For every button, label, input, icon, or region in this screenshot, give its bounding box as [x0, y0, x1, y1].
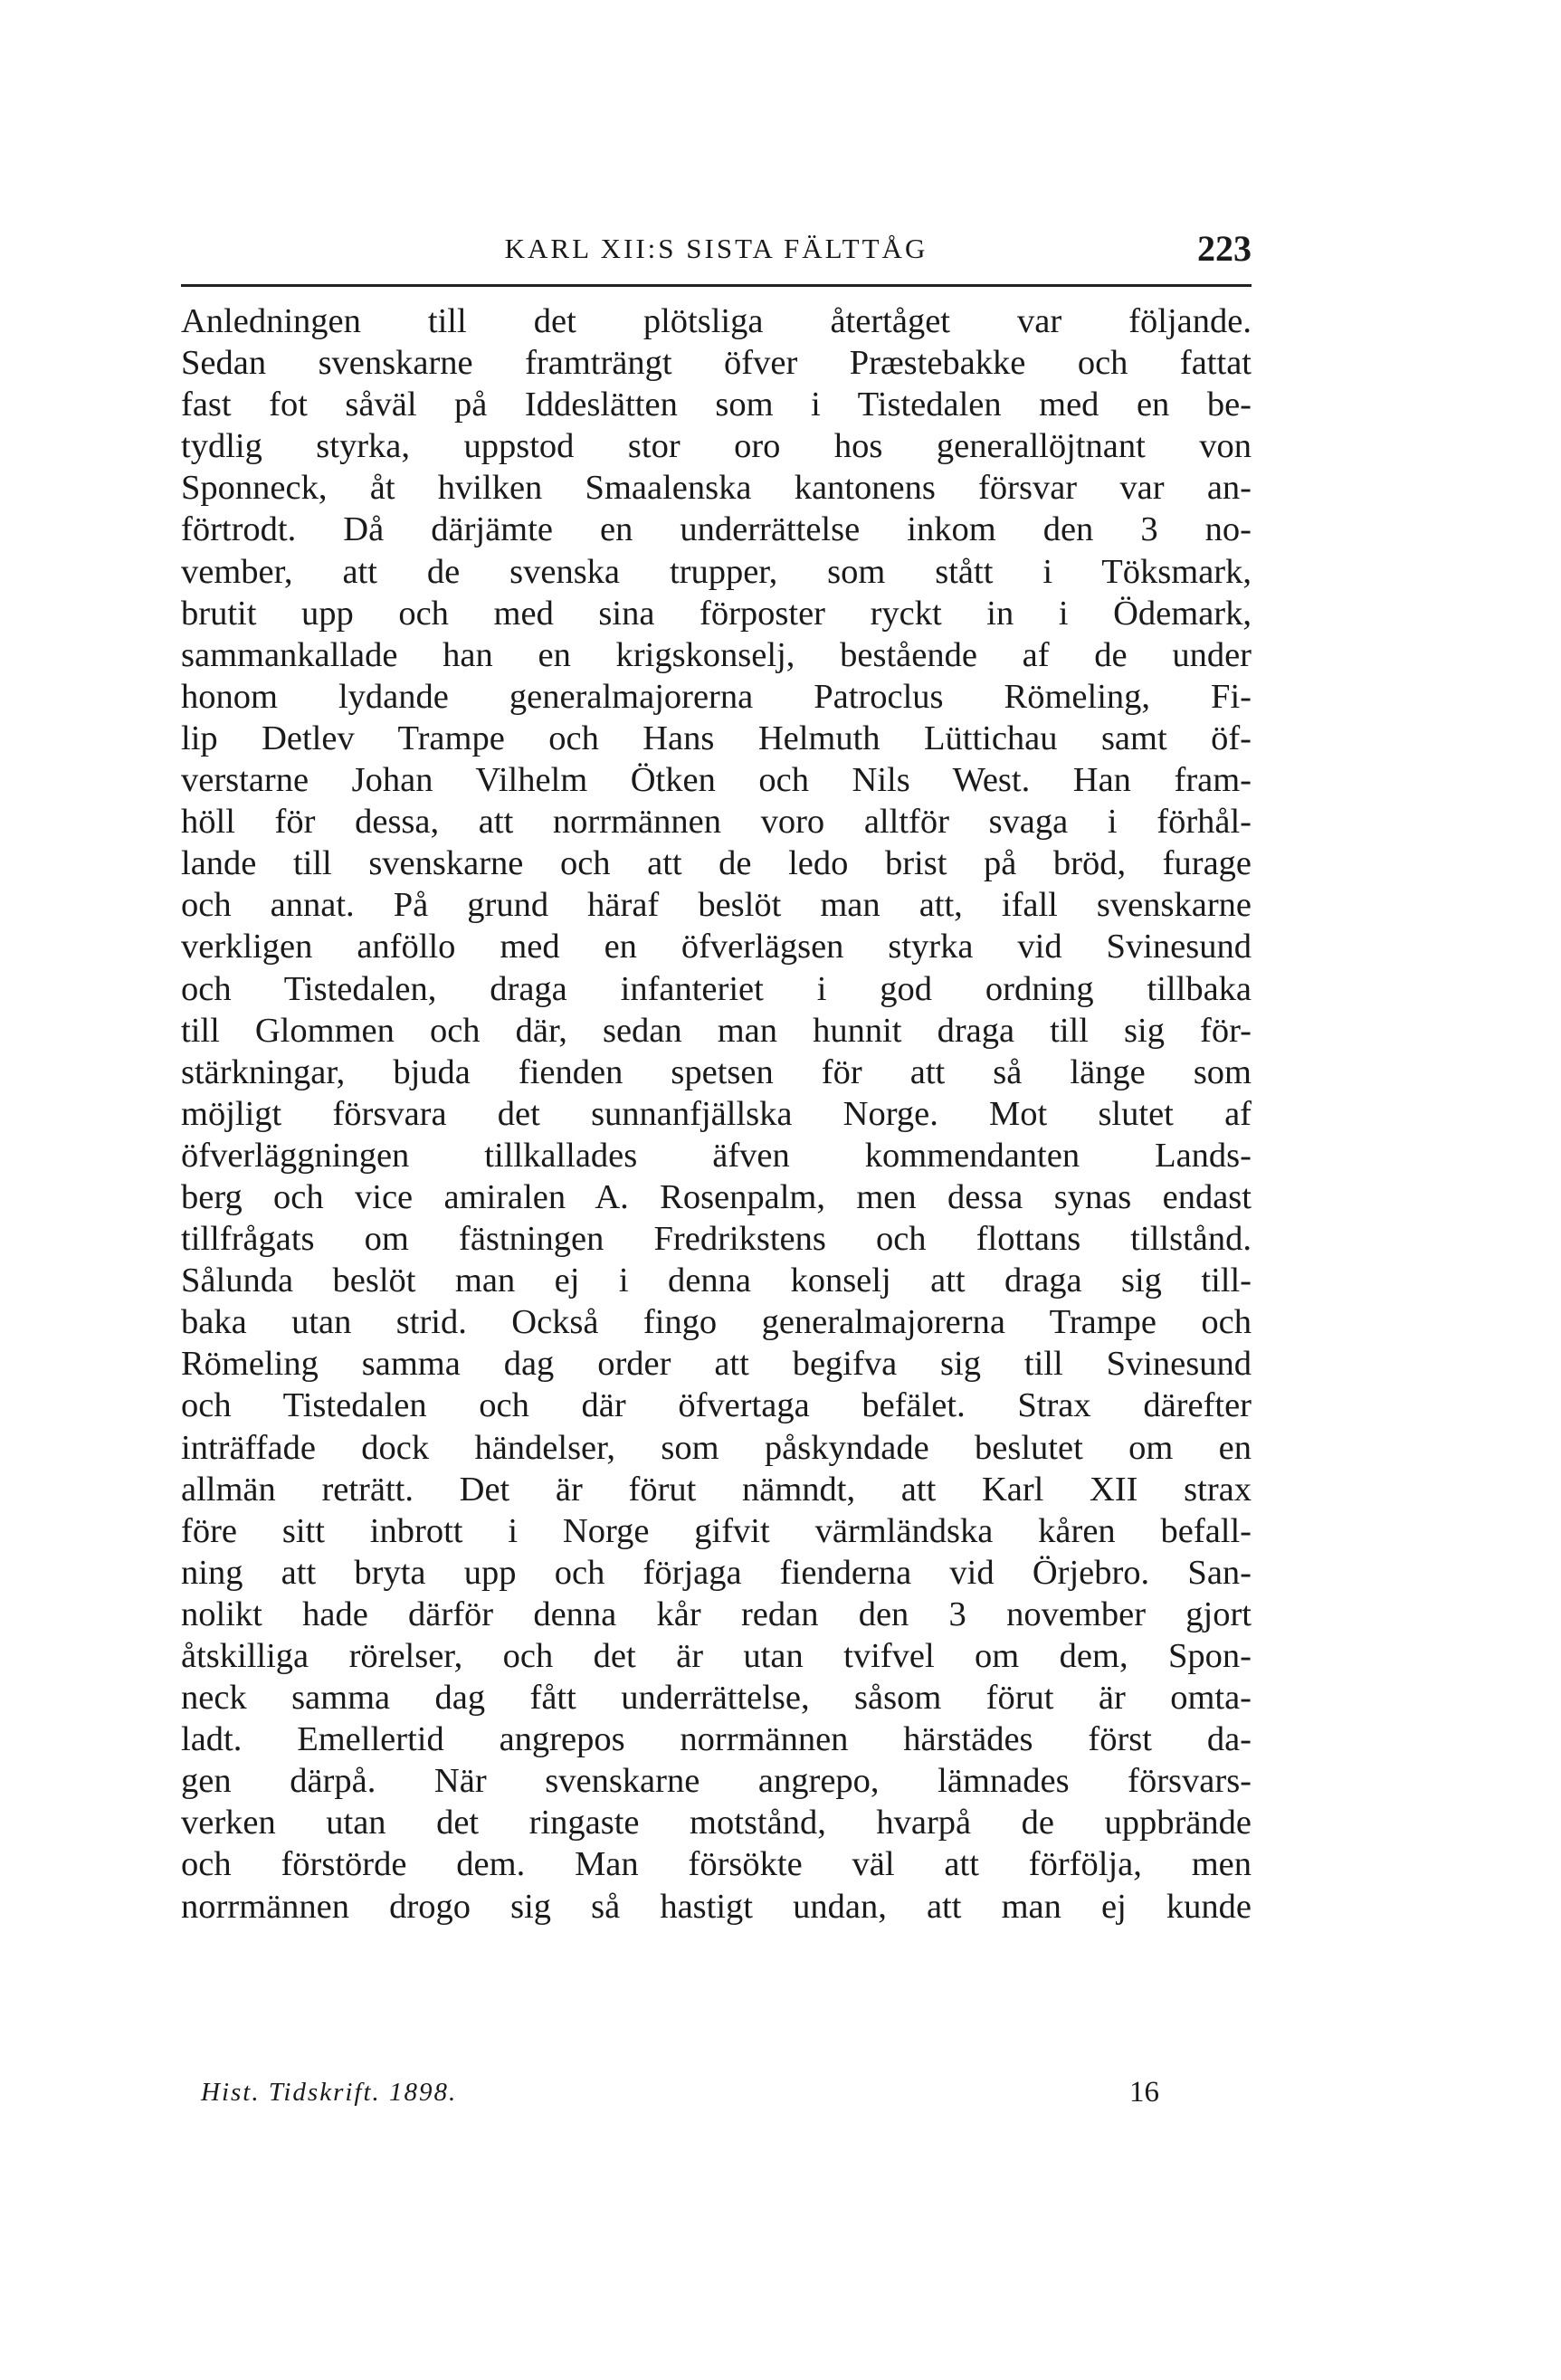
text-line: verstarne Johan Vilhelm Ötken och Nils West. Han fram-	[181, 761, 1252, 800]
text-line: och Tistedalen, draga infanteriet i god ordning tillbaka	[181, 969, 1252, 1008]
text-line: gen därpå. När svenskarne angrepo, lämnades försvars-	[181, 1762, 1252, 1801]
text-line: brutit upp och med sina förposter ryckt in i Ödemark,	[181, 594, 1252, 633]
text-line: nolikt hade därför denna kår redan den 3 november gjort	[181, 1595, 1252, 1633]
body-text	[181, 300, 1252, 1928]
text-line: till Glommen och där, sedan man hunnit draga till sig för-	[181, 1011, 1252, 1050]
text-line: Sålunda beslöt man ej i denna konselj att draga sig till-	[181, 1261, 1252, 1300]
text-line: förtrodt. Då därjämte en underrättelse inkom den 3 no-	[181, 510, 1252, 549]
text-line: lip Detlev Trampe och Hans Helmuth Lüttichau samt öf-	[181, 719, 1252, 757]
text-line: inträffade dock händelser, som påskyndade beslutet om en	[181, 1428, 1252, 1467]
header-rule	[181, 284, 1252, 287]
text-line: neck samma dag fått underrättelse, såsom förut är omta-	[181, 1679, 1252, 1718]
text-line: verkligen anföllo med en öfverlägsen styrka vid Svinesund	[181, 928, 1252, 966]
text-line: och Tistedalen och där öfvertaga befälet. Strax därefter	[181, 1386, 1252, 1425]
text-line: höll för dessa, att norrmännen voro alltför svaga i förhål-	[181, 803, 1252, 842]
text-line: tillfrågats om fästningen Fredrikstens och flottans tillstånd.	[181, 1220, 1252, 1259]
footer-source: Hist. Tidskrift. 1898.	[201, 2078, 458, 2107]
signature-mark: 16	[1129, 2076, 1159, 2109]
running-title: KARL XII:S SISTA FÄLTTÅG	[504, 233, 928, 264]
text-line: och förstörde dem. Man försökte väl att förfölja, men	[181, 1845, 1252, 1884]
text-line: tydlig styrka, uppstod stor oro hos generallöjtnant von	[181, 427, 1252, 466]
text-line: åtskilliga rörelser, och det är utan tvifvel om dem, Spon-	[181, 1637, 1252, 1675]
text-line: före sitt inbrott i Norge gifvit värmländska kåren befall-	[181, 1511, 1252, 1550]
text-line: honom lydande generalmajorerna Patroclus Römeling, Fi-	[181, 677, 1252, 716]
text-line: sammankallade han en krigskonselj, bestående af de under	[181, 635, 1252, 674]
page-footer	[181, 2069, 1252, 2116]
text-line: möjligt försvara det sunnanfjällska Norge. Mot slutet af	[181, 1094, 1252, 1133]
text-line: baka utan strid. Också fingo generalmajorerna Trampe och	[181, 1303, 1252, 1342]
text-line: berg och vice amiralen A. Rosenpalm, men dessa synas endast	[181, 1177, 1252, 1216]
text-line: lande till svenskarne och att de ledo brist på bröd, furage	[181, 844, 1252, 883]
text-line: Anledningen till det plötsliga återtåget var följande.	[181, 302, 1252, 340]
text-line: Sedan svenskarne framträngt öfver Præstebakke och fattat	[181, 344, 1252, 383]
running-head	[181, 222, 1252, 276]
page-number: 223	[1197, 228, 1252, 269]
text-line: allmän reträtt. Det är förut nämndt, att Karl XII strax	[181, 1470, 1252, 1509]
text-line: Römeling samma dag order att begifva sig till Svinesund	[181, 1345, 1252, 1384]
text-line: stärkningar, bjuda fienden spetsen för att så länge som	[181, 1052, 1252, 1091]
text-line: verken utan det ringaste motstånd, hvarpå de uppbrände	[181, 1804, 1252, 1842]
text-line: vember, att de svenska trupper, som stått i Töksmark,	[181, 552, 1252, 591]
text-line: norrmännen drogo sig så hastigt undan, att man ej kunde	[181, 1887, 1252, 1926]
text-line: Sponneck, åt hvilken Smaalenska kantonens försvar var an-	[181, 469, 1252, 508]
text-line: och annat. På grund häraf beslöt man att, ifall svenskarne	[181, 886, 1252, 925]
text-line: öfverläggningen tillkallades äfven kommendanten Lands-	[181, 1136, 1252, 1175]
text-line: ladt. Emellertid angrepos norrmännen härstädes först da-	[181, 1720, 1252, 1759]
text-line: fast fot såväl på Iddeslätten som i Tistedalen med en be-	[181, 386, 1252, 424]
text-line: ning att bryta upp och förjaga fienderna vid Örjebro. San-	[181, 1553, 1252, 1592]
